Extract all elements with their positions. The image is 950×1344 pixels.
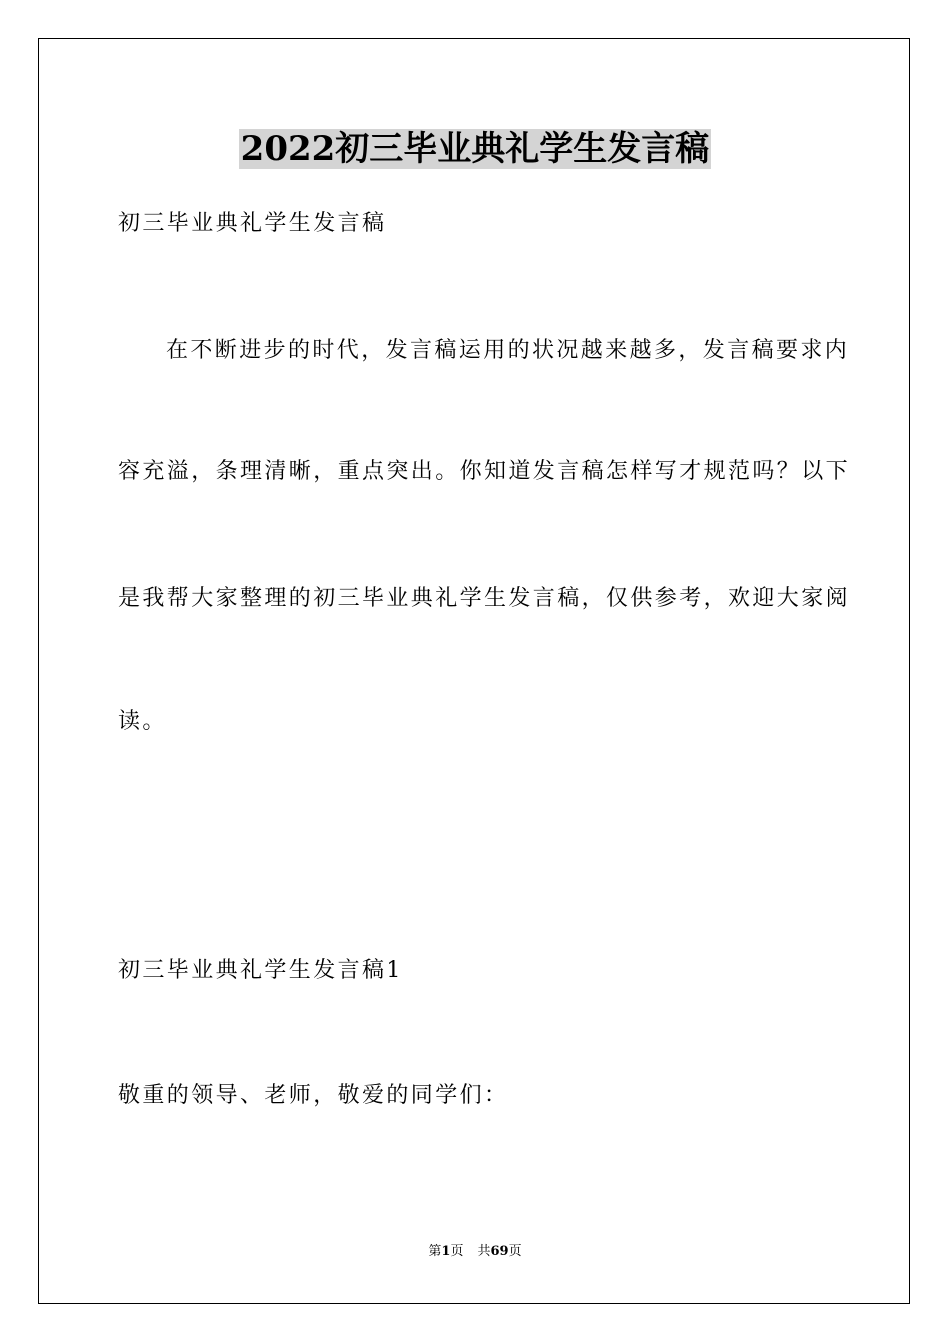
- paragraph-line: 读。: [118, 709, 167, 734]
- document-title-text: 2022初三毕业典礼学生发言稿: [240, 129, 710, 169]
- page-unit: 页: [450, 1244, 464, 1259]
- paragraph-line: 在不断进步的时代，发言稿运用的状况越来越多，发言稿要求内: [166, 338, 850, 363]
- document-title: [0, 122, 950, 176]
- paragraph-line: 是我帮大家整理的初三毕业典礼学生发言稿，仅供参考，欢迎大家阅: [118, 586, 851, 611]
- section-heading: 初三毕业典礼学生发言稿1: [118, 958, 403, 983]
- paragraph-line: 容充溢，条理清晰，重点突出。你知道发言稿怎样写才规范吗？以下: [118, 459, 851, 484]
- salutation: 敬重的领导、老师，敬爱的同学们：: [118, 1083, 509, 1108]
- page-prefix: 第: [428, 1244, 442, 1259]
- page-footer: [0, 1242, 950, 1262]
- page-total: 69: [490, 1244, 509, 1259]
- page-current: 1: [441, 1244, 451, 1259]
- total-unit: 页: [508, 1244, 522, 1259]
- intro-heading: 初三毕业典礼学生发言稿: [118, 211, 387, 236]
- total-prefix: 共: [477, 1244, 491, 1259]
